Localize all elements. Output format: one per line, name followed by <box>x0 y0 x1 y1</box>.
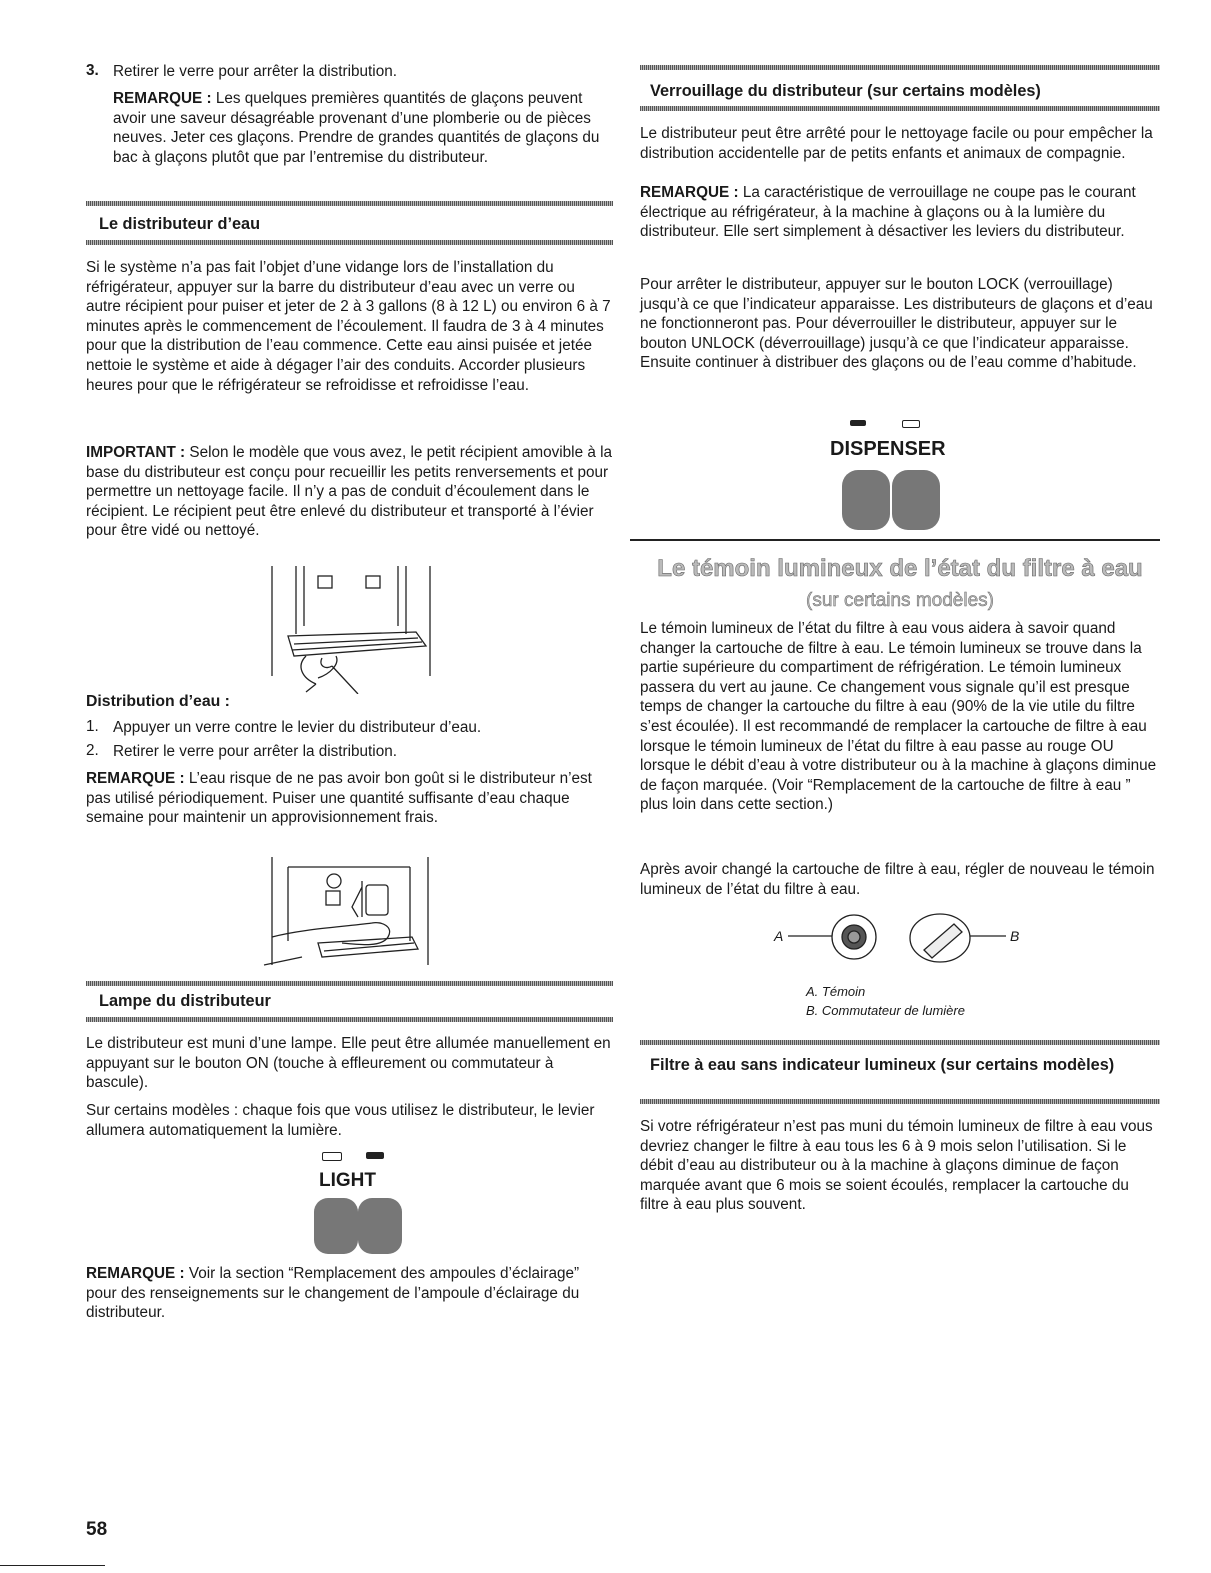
note-text: L’eau risque de ne pas avoir bon goût si le distributeur n’est pas utilisé périodiquement. Puiser une quantité suffisante d’eau chaque semaine pour maintenir un approvisionnement frais. <box>86 770 592 827</box>
light-panel <box>314 1150 434 1260</box>
label-a: A <box>774 928 784 944</box>
divider <box>86 240 613 245</box>
lock-button[interactable] <box>842 470 890 530</box>
light-off-button[interactable] <box>314 1198 358 1254</box>
divider <box>640 1099 1160 1104</box>
step-text: Retirer le verre pour arrêter la distribution. <box>113 743 397 760</box>
step-number: 1. <box>86 718 99 735</box>
light-off-indicator <box>322 1152 342 1161</box>
unlock-indicator <box>902 420 920 428</box>
filter-section-title: Le témoin lumineux de l’état du filtre à eau <box>657 555 1143 582</box>
lock-paragraph: Le distributeur peut être arrêté pour le nettoyage facile ou pour empêcher la distribution accidentelle par de petits enfants et animaux de compagnie. <box>640 125 1153 162</box>
note-ice <box>113 89 613 167</box>
dispenser-panel <box>830 420 980 540</box>
divider <box>86 1017 613 1022</box>
filter-indicator-illustration <box>770 910 1050 980</box>
important-label: IMPORTANT : <box>86 444 186 461</box>
divider <box>86 981 613 986</box>
section-rule <box>630 539 1160 541</box>
important-note <box>86 443 613 541</box>
section-heading-water: Le distributeur d’eau <box>99 215 261 233</box>
step-text: Appuyer un verre contre le levier du distributeur d’eau. <box>113 719 482 736</box>
note-label: REMARQUE : <box>113 90 212 107</box>
divider <box>640 106 1160 111</box>
note-lock <box>640 183 1160 242</box>
note-lamp <box>86 1264 613 1323</box>
step-text: Retirer le verre pour arrêter la distribution. <box>113 63 397 80</box>
footer-rule <box>0 1565 105 1566</box>
important-text: Selon le modèle que vous avez, le petit récipient amovible à la base du distributeur est conçu pour recueillir les petits renversements et pour permettre un nettoyage facile. Il n’y a pas de conduit d’écoulement dans le récipient. Le récipient peut être enlevé du distributeur et transporté à l’évier pour être vidé ou nettoyé. <box>86 444 613 540</box>
page-number: 58 <box>86 1519 108 1540</box>
section-heading-lamp: Lampe du distributeur <box>99 992 271 1010</box>
step-number: 3. <box>86 62 99 79</box>
lock-paragraph-2: Pour arrêter le distributeur, appuyer sur le bouton LOCK (verrouillage) jusqu’à ce que l’indicateur apparaisse. Les distributeurs de glaçons et d’eau ne fonctionneront pas. Pour déverrouiller le distributeur, appuyer sur le bouton UNLOCK (déverrouillage) jusqu’à ce que l’indicateur apparaisse. Ensuite continuer à distribuer des glaçons ou de l’eau comme d’habitude. <box>640 276 1153 372</box>
water-dispenser-illustration <box>262 857 432 967</box>
note-text: Les quelques premières quantités de glaçons peuvent avoir une saveur désagréable provenant d’une plomberie ou de pièces neuves. Jeter ces glaçons. Prendre de grandes quantités de glaçons du bac à glaçons plutôt que par l’entremise du distributeur. <box>113 90 600 166</box>
step-3 <box>86 62 613 82</box>
indicator-drawing <box>770 910 1050 980</box>
caption-b: B. Commutateur de lumière <box>806 1003 965 1018</box>
divider <box>640 65 1160 70</box>
divider <box>86 201 613 206</box>
light-label: LIGHT <box>319 1170 376 1191</box>
filter-section-subtitle: (sur certains modèles) <box>806 590 994 611</box>
lock-indicator <box>850 420 866 426</box>
distribution-heading: Distribution d’eau : <box>86 693 230 710</box>
lamp-paragraph-2: Sur certains modèles : chaque fois que vous utilisez le distributeur, le levier allumera automatiquement la lumière. <box>86 1102 595 1139</box>
step-number: 2. <box>86 742 99 759</box>
filter-paragraph-1: Le témoin lumineux de l’état du filtre à eau vous aidera à savoir quand changer la cartouche de filtre à eau. Le témoin lumineux se trouve dans la partie supérieure du compartiment de réfrigération. Le témoin lumineux passera du vert au jaune. Ce changement vous signale qu’il est presque temps de changer la cartouche du filtre à eau (90% de la vie utile du filtre s’est écoulée). Il est recommandé de remplacer la cartouche de filtre à eau lorsque le témoin lumineux de l’état du filtre à eau passe au rouge OU lorsque le débit d’eau à votre distributeur ou à la machine à glaçons diminue de façon marquée. (Voir “Remplacement de la cartouche de filtre à eau ” plus loin dans cette section.) <box>640 620 1157 814</box>
nofilter-paragraph: Si votre réfrigérateur n’est pas muni du témoin lumineux de filtre à eau vous devriez changer le filtre à eau tous les 6 à 9 mois selon l’utilisation. Si le débit d’eau au distributeur ou à la machine à glaçons diminue de façon marquée avant que 6 mois se soient écoulés, remplacer la cartouche du filtre à eau plus souvent. <box>640 1118 1153 1214</box>
step-list <box>86 718 613 766</box>
light-on-button[interactable] <box>358 1198 402 1254</box>
filter-paragraph-2: Après avoir changé la cartouche de filtre à eau, régler de nouveau le témoin lumineux de l’état du filtre à eau. <box>640 861 1155 898</box>
section-heading-lock: Verrouillage du distributeur (sur certains modèles) <box>650 82 1041 100</box>
divider <box>640 1040 1160 1045</box>
note-text: La caractéristique de verrouillage ne coupe pas le courant électrique au réfrigérateur, à la machine à glaçons ou à la lumière du distributeur. Elle sert simplement à désactiver les leviers du distributeur. <box>640 184 1136 241</box>
drip-tray-illustration <box>266 566 516 694</box>
note-label: REMARQUE : <box>86 770 185 787</box>
light-on-indicator <box>366 1152 384 1159</box>
unlock-button[interactable] <box>892 470 940 530</box>
note-water-taste <box>86 769 613 828</box>
list-item <box>86 742 613 766</box>
dispenser-label: DISPENSER <box>830 438 946 460</box>
note-label: REMARQUE : <box>86 1265 185 1282</box>
caption-a: A. Témoin <box>806 984 866 999</box>
lamp-paragraph-1: Le distributeur est muni d’une lampe. Elle peut être allumée manuellement en appuyant sur le bouton ON (touche à effleurement ou commutateur à bascule). <box>86 1035 611 1092</box>
note-label: REMARQUE : <box>640 184 739 201</box>
note-text: Voir la section “Remplacement des ampoules d’éclairage” pour des renseignements sur le changement de l’ampoule d’éclairage du distributeur. <box>86 1265 580 1322</box>
label-b: B <box>1010 928 1020 944</box>
water-paragraph: Si le système n’a pas fait l’objet d’une vidange lors de l’installation du réfrigérateur, appuyer sur la barre du distributeur d’eau avec un verre ou autre récipient pour puiser et jeter de 2 à 3 gallons (8 à 12 L) ou environ 6 à 7 minutes après le commencement de l’écoulement. Il faudra de 3 à 4 minutes pour que la distribution de l’eau commence. Cette eau ainsi puisée et jetée nettoie le système et aide à dégager l’air des conduits. Accorder plusieurs heures pour que le réfrigérateur se refroidisse et refroidisse l’eau. <box>86 259 611 394</box>
list-item <box>86 718 613 742</box>
section-heading-nofilter: Filtre à eau sans indicateur lumineux (sur certains modèles) <box>650 1056 1115 1074</box>
